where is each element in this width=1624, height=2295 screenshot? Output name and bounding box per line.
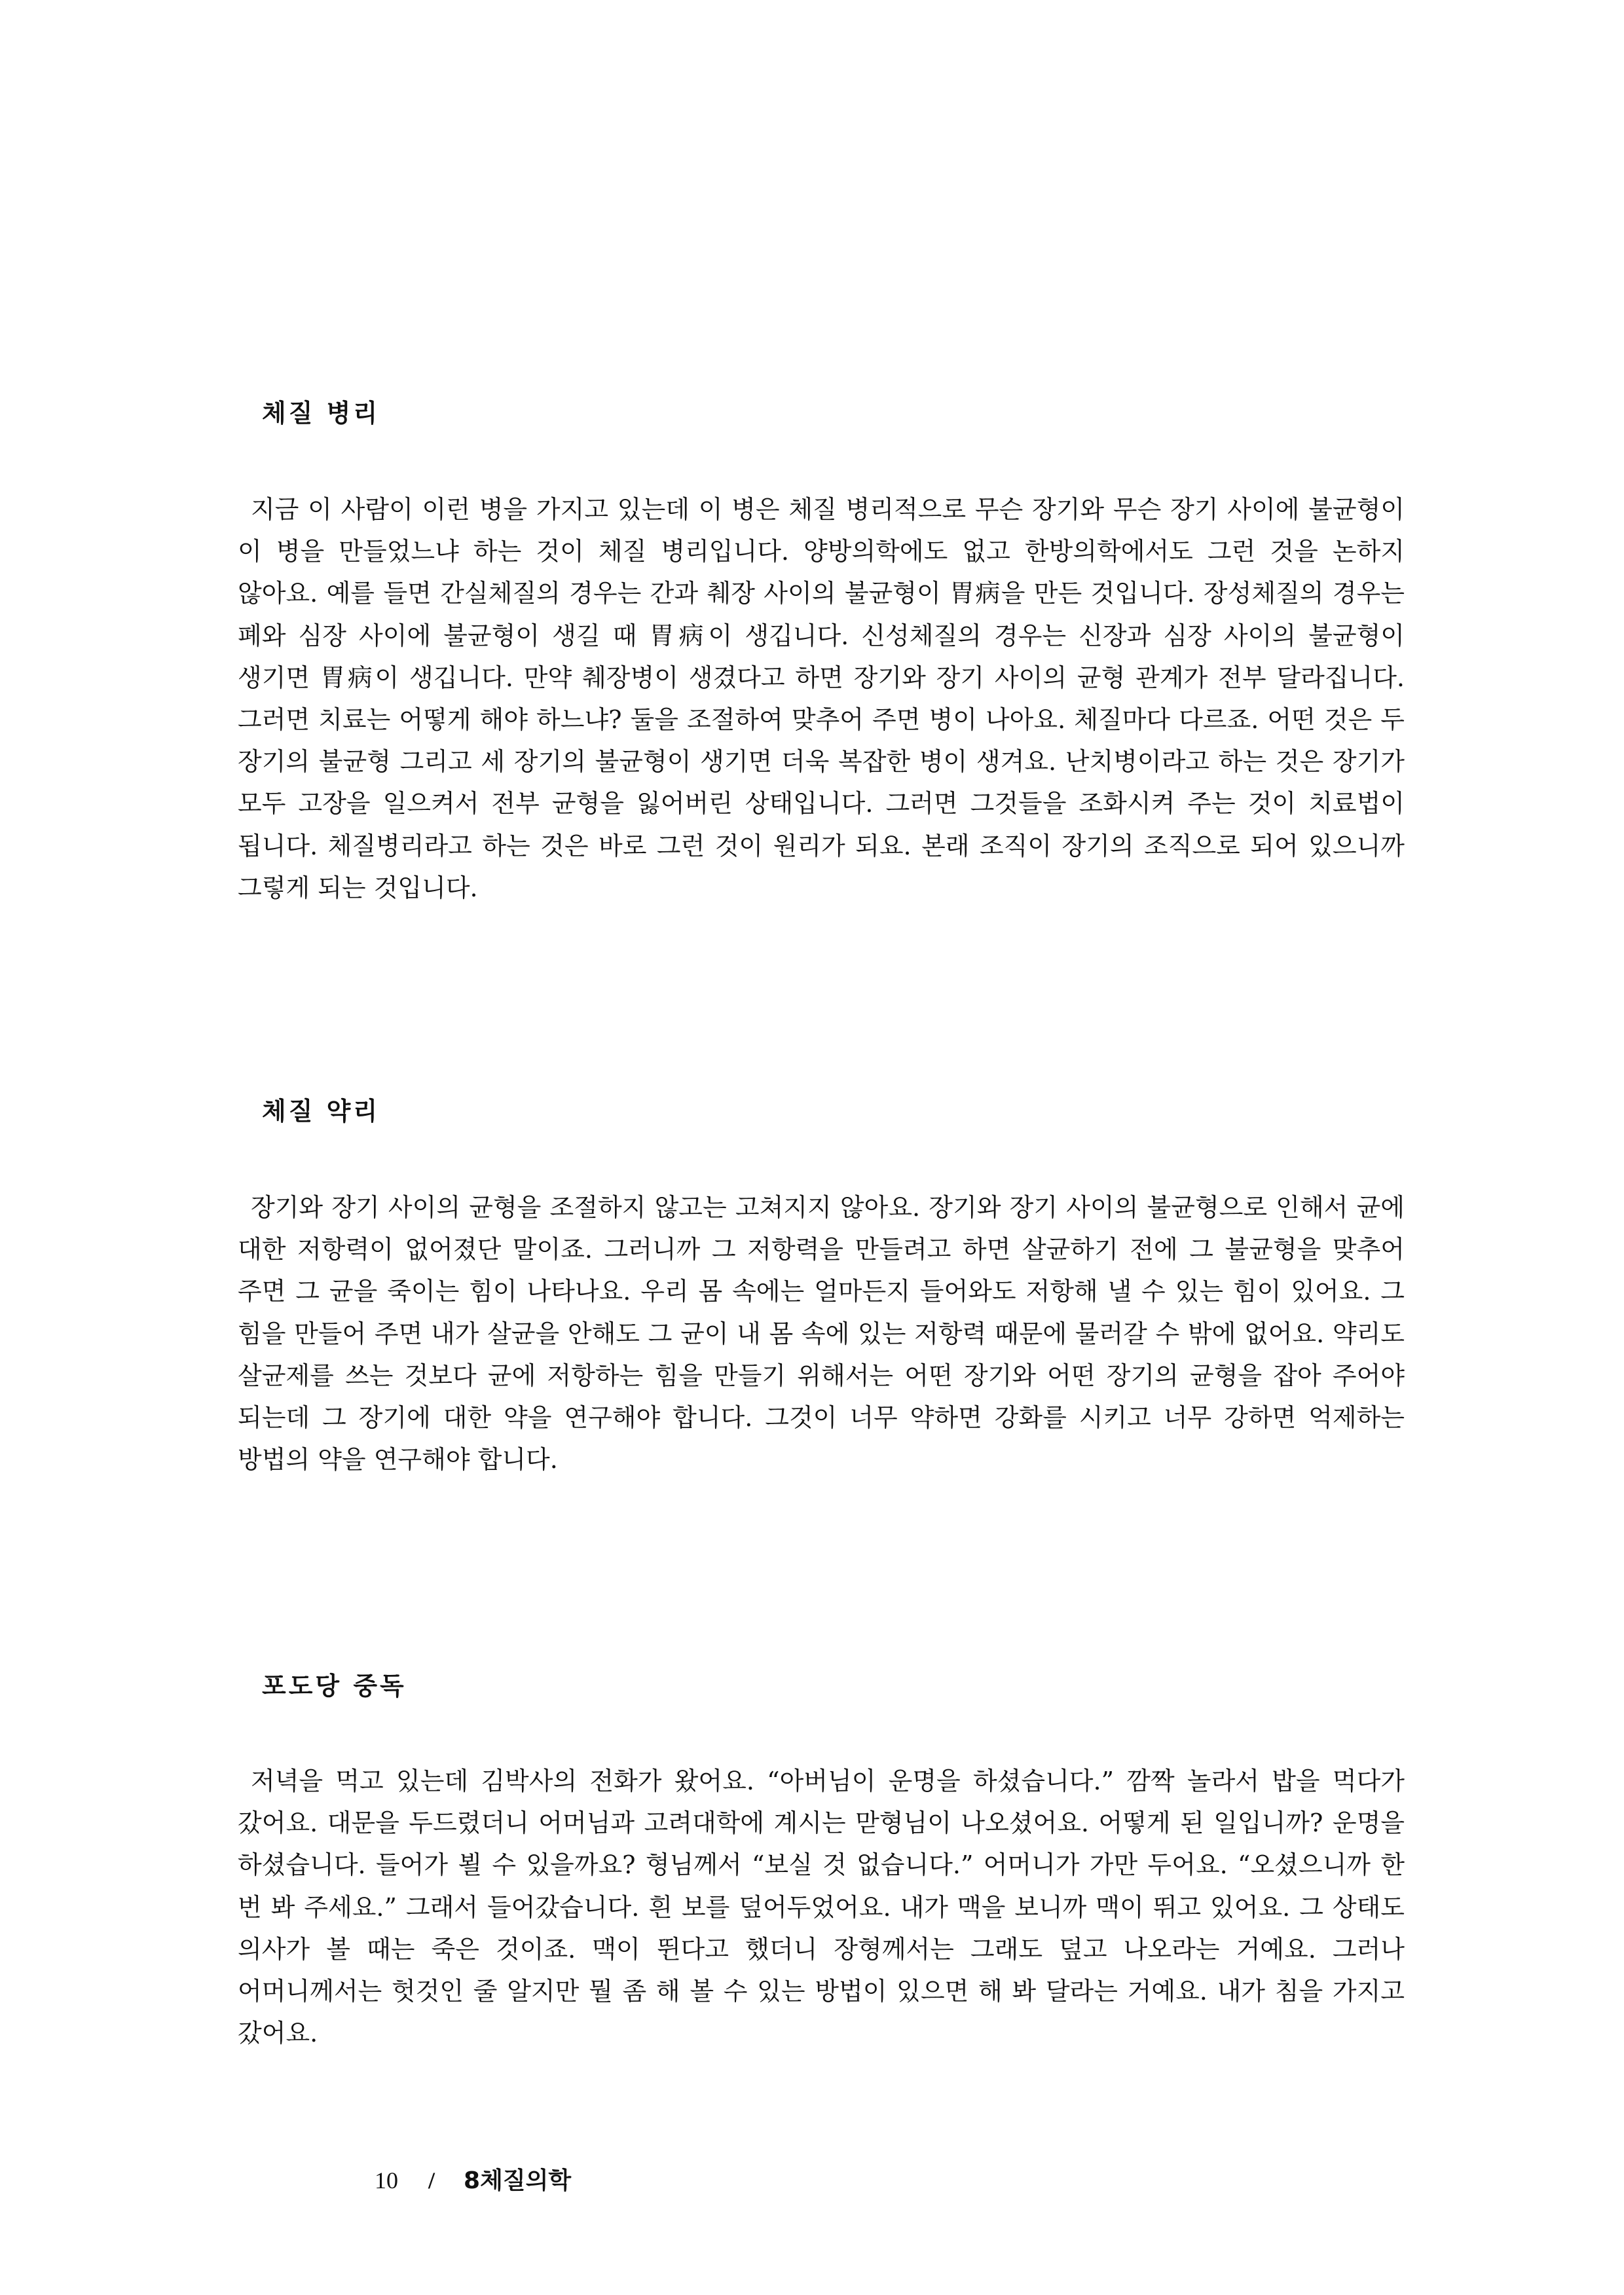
book-title: 8체질의학 [464, 2167, 572, 2194]
footer-separator: / [428, 2167, 435, 2194]
page-footer [375, 2166, 571, 2195]
section-heading-pharmacology: 체질 약리 [262, 1097, 380, 1126]
section-body-pharmacology: 장기와 장기 사이의 균형을 조절하지 않고는 고쳐지지 않아요. 장기와 장기 사이의 불균형으로 인해서 균에 대한 저항력이 없어졌단 말이죠. 그러니까 그 저항력을 만들려고 하면 살균하기 전에 그 불균형을 맞추어 주면 그 균을 죽이는 힘이 나타나요. 우리 몸 속에는 얼마든지 들어와도 저항해 낼 수 있는 힘이 있어요. 그 힘을 만들어 주면 내가 살균을 안해도 그 균이 내 몸 속에 있는 저항력 때문에 물러갈 수 밖에 없어요. 약리도 살균제를 쓰는 것보다 균에 저항하는 힘을 만들기 위해서는 어떤 장기와 어떤 장기의 균형을 잡아 주어야 되는데 그 장기에 대한 약을 연구해야 합니다. 그것이 너무 약하면 강화를 시키고 너무 강하면 억제하는 방법의 약을 연구해야 합니다. [238, 1193, 1405, 1475]
section-heading-pathology: 체질 병리 [262, 399, 380, 428]
section-heading-glucose-poisoning: 포도당 중독 [262, 1672, 407, 1700]
section-body-glucose-poisoning: 저녁을 먹고 있는데 김박사의 전화가 왔어요. “아버님이 운명을 하셨습니다.” 깜짝 놀라서 밥을 먹다가 갔어요. 대문을 두드렸더니 어머님과 고려대학에 계시는 맏형님이 나오셨어요. 어떻게 된 일입니까? 운명을 하셨습니다. 들어가 뵐 수 있을까요? 형님께서 “보실 것 없습니다.” 어머니가 가만 두어요. “오셨으니까 한 번 봐 주세요.” 그래서 들어갔습니다. 흰 보를 덮어두었어요. 내가 맥을 보니까 맥이 뛰고 있어요. 그 상태도 의사가 볼 때는 죽은 것이죠. 맥이 뛴다고 했더니 장형께서는 그래도 덮고 나오라는 거예요. 그러나 어머니께서는 헛것인 줄 알지만 뭘 좀 해 볼 수 있는 방법이 있으면 해 봐 달라는 거예요. 내가 침을 가지고 갔어요. [238, 1767, 1405, 2048]
page-number: 10 [375, 2167, 398, 2194]
section-body-pathology: 지금 이 사람이 이런 병을 가지고 있는데 이 병은 체질 병리적으로 무슨 장기와 무슨 장기 사이에 불균형이 이 병을 만들었느냐 하는 것이 체질 병리입니다. 양방의학에도 없고 한방의학에서도 그런 것을 논하지 않아요. 예를 들면 간실체질의 경우는 간과 췌장 사이의 불균형이 胃病을 만든 것입니다. 장성체질의 경우는 폐와 심장 사이에 불균형이 생길 때 胃病이 생깁니다. 신성체질의 경우는 신장과 심장 사이의 불균형이 생기면 胃病이 생깁니다. 만약 췌장병이 생겼다고 하면 장기와 장기 사이의 균형 관계가 전부 달라집니다. 그러면 치료는 어떻게 해야 하느냐? 둘을 조절하여 맞추어 주면 병이 나아요. 체질마다 다르죠. 어떤 것은 두 장기의 불균형 그리고 세 장기의 불균형이 생기면 더욱 복잡한 병이 생겨요. 난치병이라고 하는 것은 장기가 모두 고장을 일으켜서 전부 균형을 잃어버린 상태입니다. 그러면 그것들을 조화시켜 주는 것이 치료법이 됩니다. 체질병리라고 하는 것은 바로 그런 것이 원리가 되요. 본래 조직이 장기의 조직으로 되어 있으니까 그렇게 되는 것입니다. [238, 495, 1405, 902]
